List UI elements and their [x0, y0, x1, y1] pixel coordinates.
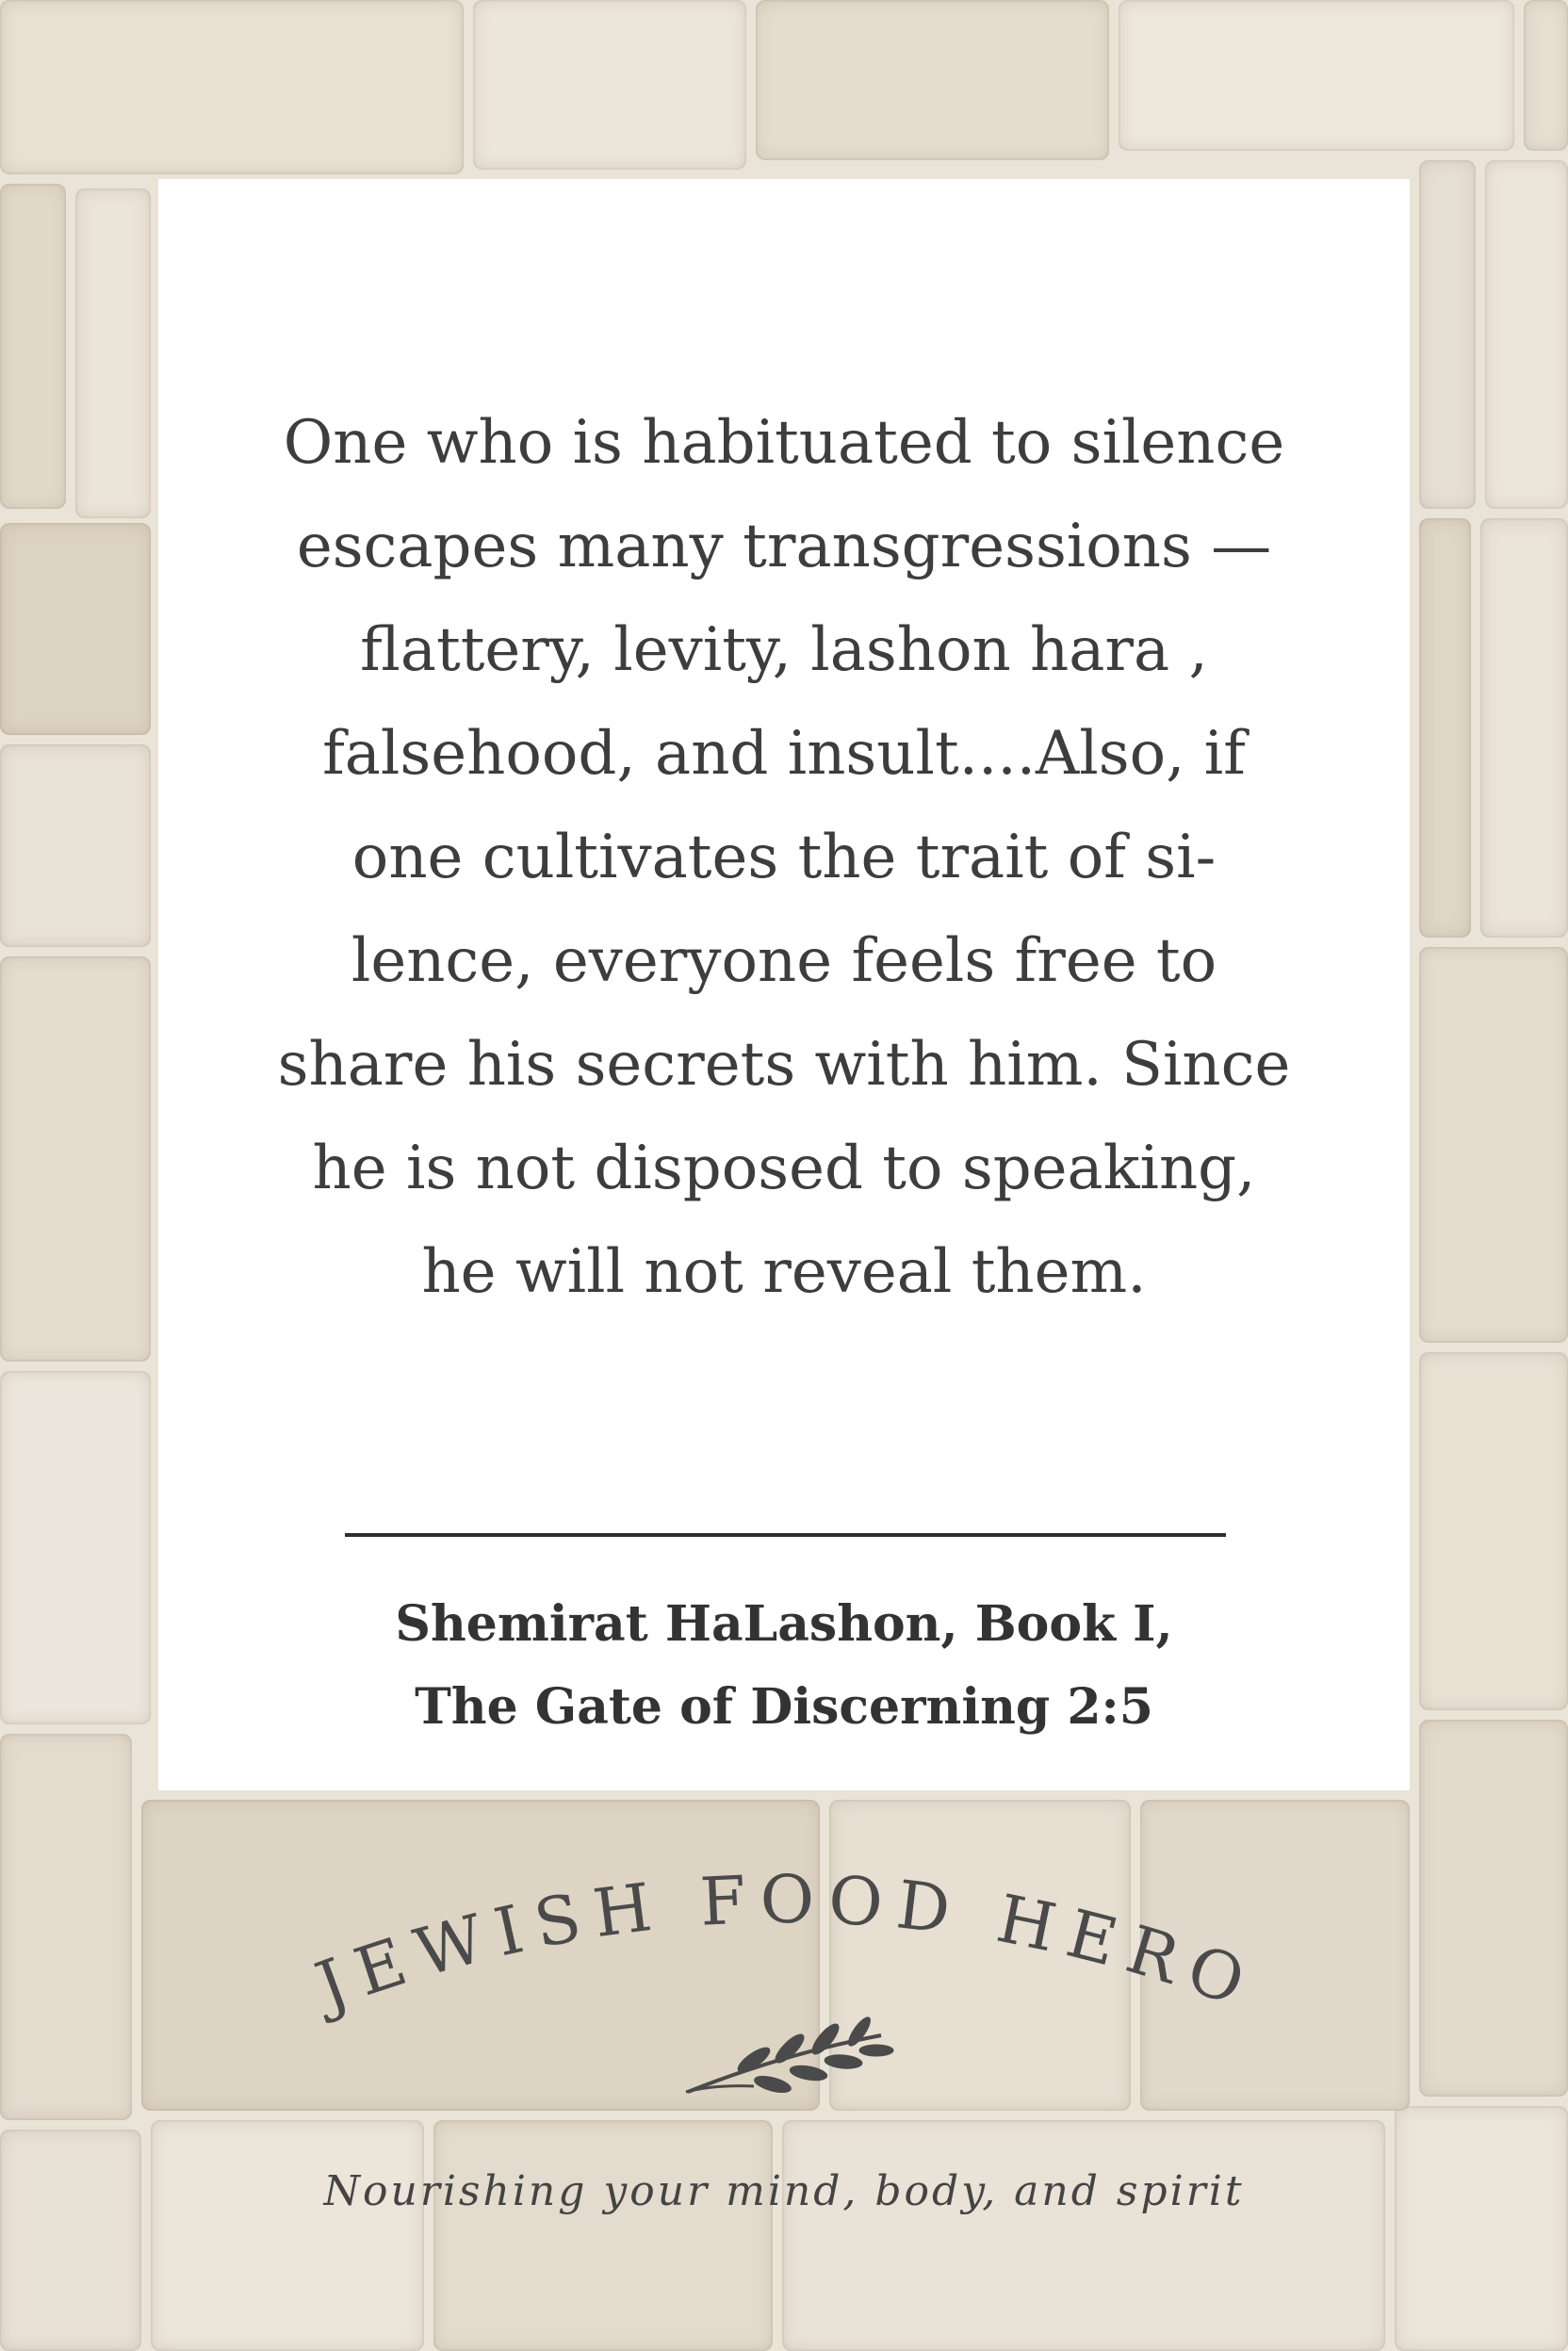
brand-name-path: JEWISH FOOD HERO: [306, 1860, 1267, 2026]
quote-source: Shemirat HaLashon, Book I, The Gate of Discerning 2:5: [395, 1595, 1173, 1736]
olive-branch-icon: [686, 2015, 893, 2096]
brand-name: [301, 1861, 1266, 2027]
quote-text: One who is habituated to silence escapes many transgressions — flattery, levity, lashon hara , falsehood, and insult....Also, if one cultivates the trait of si- lence, everyone feels free to share his secrets with him. Since he is not disposed to speaking, he will not reveal them.: [277, 408, 1291, 1307]
brand-tagline: Nourishing your mind, body, and spirit: [323, 2167, 1245, 2215]
